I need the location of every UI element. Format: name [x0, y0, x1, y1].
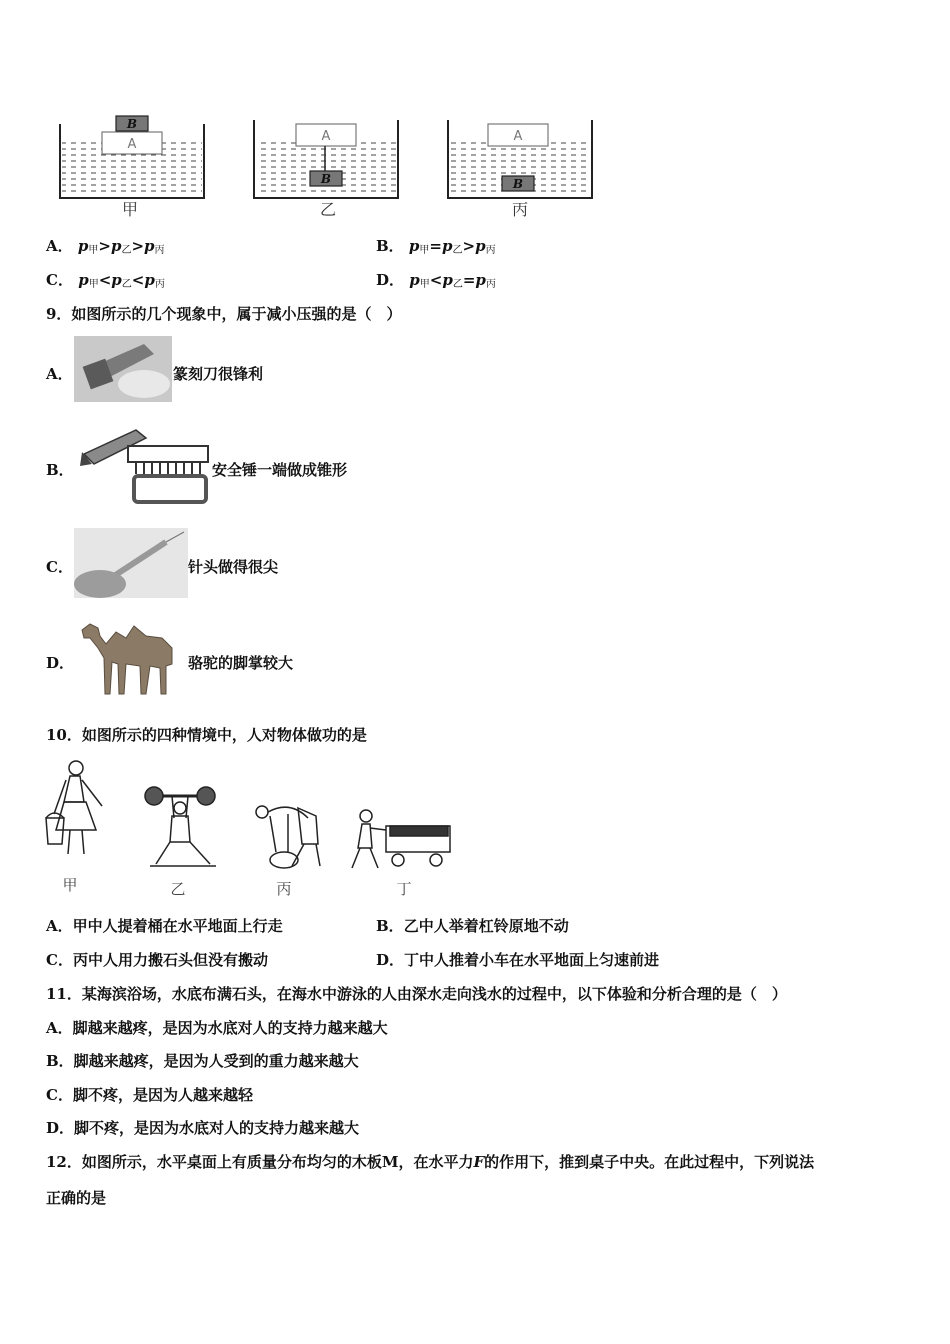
safety-hammer-icon [76, 424, 212, 512]
svg-text:丙: 丙 [276, 880, 292, 898]
svg-text:B: B [512, 177, 524, 191]
q8-figure [40, 110, 620, 220]
q8-option-c[interactable]: C． $p_甲<p_乙<p_丙$ [46, 271, 165, 290]
q11-option-a[interactable]: A．脚越来越疼，是因为水底对人的支持力越来越大 [46, 1019, 388, 1037]
q9-option-a-letter[interactable]: A． [46, 365, 73, 383]
syringe-icon [74, 528, 188, 598]
q10-stem: 10．如图所示的四种情境中，人对物体做功的是 [46, 726, 367, 744]
q9-option-a-text: 篆刻刀很锋利 [173, 365, 264, 383]
svg-text:乙: 乙 [319, 200, 337, 219]
q8-option-a[interactable]: A． $p_甲>p_乙>p_丙$ [46, 237, 165, 256]
svg-text:乙: 乙 [170, 880, 186, 898]
q9-stem: 9．如图所示的几个现象中，属于减小压强的是（ ） [46, 305, 402, 323]
q10-option-b[interactable]: B．乙中人举着杠铃原地不动 [376, 917, 569, 935]
q10-option-d[interactable]: D．丁中人推着小车在水平地面上匀速前进 [376, 951, 660, 969]
container-yi [254, 120, 398, 219]
svg-text:甲: 甲 [62, 876, 78, 894]
q11-option-b[interactable]: B．脚越来越疼，是因为人受到的重力越来越大 [46, 1052, 359, 1070]
q9-option-c-text: 针头做得很尖 [188, 558, 279, 576]
svg-text:B: B [320, 172, 332, 186]
q10-option-a[interactable]: A．甲中人提着桶在水平地面上行走 [46, 917, 283, 935]
q10-option-c[interactable]: C．丙中人用力搬石头但没有搬动 [46, 951, 268, 969]
q10-figure [40, 756, 460, 904]
q12-stem: 12．如图所示，水平桌面上有质量分布均匀的木板M，在水平力F的作用下，推到桌子中央。在此过程中，下列说法 [46, 1153, 815, 1171]
q9-option-c-letter[interactable]: C． [46, 558, 73, 576]
svg-text:甲: 甲 [121, 200, 139, 219]
q12-stem-line2: 正确的是 [46, 1189, 107, 1207]
q11-option-d[interactable]: D．脚不疼，是因为水底对人的支持力越来越大 [46, 1119, 360, 1137]
container-bing [448, 120, 592, 219]
carving-knife-icon [74, 336, 172, 402]
person-pushing-cart [352, 810, 450, 868]
svg-text:A: A [513, 129, 523, 144]
svg-text:丁: 丁 [396, 880, 412, 898]
q9-option-d-text: 骆驼的脚掌较大 [188, 654, 294, 672]
weightlifter [145, 787, 216, 866]
q8-containers-svg [40, 110, 620, 220]
q11-option-c[interactable]: C．脚不疼，是因为人越来越轻 [46, 1086, 253, 1104]
q8-option-d[interactable]: D． $p_甲<p_乙=p_丙$ [376, 271, 496, 290]
svg-text:A: A [127, 137, 137, 152]
person-carrying-bucket [46, 761, 102, 854]
q10-figure-svg [40, 756, 460, 904]
q9-option-b-text: 安全锤一端做成锥形 [212, 461, 348, 479]
svg-text:A: A [321, 129, 331, 144]
container-jia [60, 116, 204, 219]
camel-icon [76, 614, 186, 698]
person-lifting-rock [256, 806, 320, 868]
q9-option-b-letter[interactable]: B． [46, 461, 74, 479]
q9-option-d-letter[interactable]: D． [46, 654, 75, 672]
svg-text:B: B [126, 117, 138, 131]
svg-text:丙: 丙 [511, 200, 529, 219]
q11-stem: 11．某海滨浴场，水底布满石头，在海水中游泳的人由深水走向浅水的过程中，以下体验和分析合理的是（ ） [46, 985, 787, 1003]
q8-option-b[interactable]: B． $p_甲=p_乙>p_丙$ [376, 237, 496, 256]
